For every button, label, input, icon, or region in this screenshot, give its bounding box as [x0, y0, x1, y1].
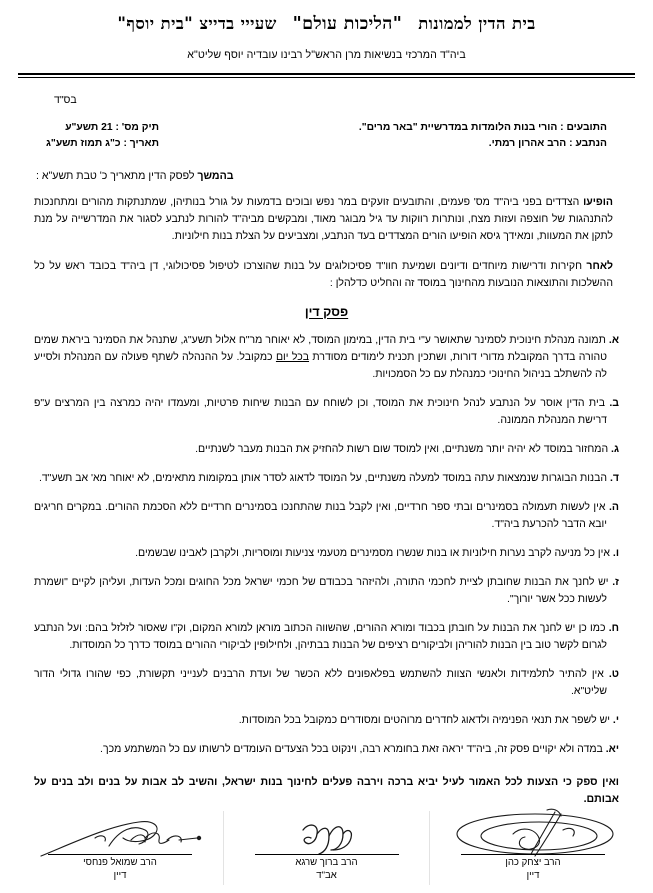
clause-item — [34, 666, 619, 700]
clause-marker: ב. — [609, 396, 619, 409]
paragraph-text: הצדדים בפני ביה"ד מס' פעמים, והתובעים זועקים במר נפש ובוכים בדמעות על גורל בנותיהן, שמתנתקות מהורים ומתחנכות להתנהגות של חוצפה ועזות מצח, ונותרות רווקות עד גיל מבוגר מאוד, ומבקשים מביה"ד להורות לנתבע לסגור את המדרשייה על מנת לתקן את המעוות, ומאידך גיסא הופיעו הורים המצדדים בעד הנתבע, ומצביעים על הצלת בנות חילוניות. — [34, 195, 613, 242]
intro-line — [36, 170, 617, 182]
clause-text-pre: כמו כן יש לחנך את הבנות על חובתן בכבוד ומורא ההורים, שהשווה הכתוב מוראן למורא המקום, וק"ו שאסור לזלזל בהם: ועל הנתבע לגרום לקשר טוב בין הבנות להוריהן ולביקורים רציפים של הבנות בבתיהן, ולחילופין לביקורי ההורים במוסד כדרך כל המוסדות. — [34, 621, 609, 651]
meta-parties — [359, 120, 617, 152]
plaintiffs-label: התובעים : — [560, 121, 607, 133]
meta-case-info — [36, 120, 159, 152]
clause-text-pre: אין לעשות תעמולה בסמינרים ובתי ספר חרדיים, ואין לקבל בנות שהתחנכו בסמינרים חרדיים ללא הסכמת ההורים. במקרים חריגים יובא הדבר להכרעת ביה"ד. — [34, 500, 609, 530]
clause-text-pre: אין כל מניעה לקרב נערות חילוניות או בנות שנשרו מסמינרים מטעמי צניעות ומוסריות, ולקרבן לאבינו שבשמים. — [135, 546, 613, 559]
masthead — [0, 0, 653, 61]
masthead-title — [34, 14, 619, 36]
clause-text-post: כמקובל. על ההנהלה לשתף פעולה עם המנהלת ולסייע לה להשתלב בניהול החינוכי כמנהלת עם כל הסמכויות. — [34, 350, 607, 380]
clause-text-pre: יש לשפר את תנאי הפנימיה ולדאוג לחדרים מרוהטים ומסודרים כמקובל בכל המוסדות. — [238, 713, 613, 726]
case-number-label: תיק מס' : — [115, 121, 159, 133]
clause-list — [34, 332, 619, 758]
signature-divider — [429, 811, 430, 885]
signature-block — [34, 811, 619, 885]
masthead-title-right: בית הדין לממונות — [418, 14, 536, 33]
masthead-title-left: שעייי בדייצ "בית יוסף" — [117, 14, 277, 33]
clause-item — [34, 712, 619, 729]
clause-marker: יא. — [605, 742, 619, 755]
paragraph-leachar — [34, 258, 619, 292]
clause-marker: ז. — [612, 575, 619, 588]
bsd-label: בס"ד — [54, 93, 77, 106]
signature-name: הרב יצחק כהן — [505, 857, 561, 869]
page-title — [34, 305, 619, 319]
paragraph-lead: הופיעו — [583, 195, 613, 208]
defendant-label: הנתבע : — [569, 137, 607, 149]
paragraph-lead: לאחר — [586, 259, 613, 272]
signature-mark — [447, 816, 619, 854]
clause-item — [34, 470, 619, 487]
clause-marker: ד. — [609, 471, 619, 484]
signature-divider — [223, 811, 224, 885]
clause-marker: ה. — [608, 500, 619, 513]
clause-marker: ט. — [608, 667, 619, 680]
clause-text-pre: בית הדין אוסר על הנתבע לנהל חינוכית את המוסד, וכן לשוחח עם הבנות שיחות פרטיות, ומעמדו יהיה כמרצה בין המרצים ע"פ דרישת המנהלת הממונה. — [34, 396, 610, 426]
closing-paragraph: ואין ספק כי הצעות לכל האמור לעיל יביא ברכה וירבה פעלים לחינוך בנות ישראל, והשיב לב אבות על בנים ולב בנים על אבותם. — [34, 775, 619, 805]
signature-avbd-sharga — [241, 816, 413, 885]
clause-marker: א. — [608, 333, 619, 346]
document-body — [34, 194, 619, 808]
signature-role: דיין — [526, 870, 540, 882]
clause-marker: י. — [612, 713, 619, 726]
clause-marker: ח. — [608, 621, 619, 634]
clause-item — [34, 499, 619, 533]
clause-text-pre: הבנות הבוגרות שנמצאות עתה במוסד למעלה משנתיים, על המוסד לדאוג לסדר אותן במקומות מתאימים, לא יאוחר מא' אב תשע"ד. — [39, 471, 610, 484]
masthead-subtitle: ביה"ד המרכזי בנשיאות מרן הראש"ל רבינו עובדיה יוסף שליט"א — [187, 48, 466, 61]
clause-item — [34, 395, 619, 429]
plaintiffs-line — [359, 120, 607, 136]
plaintiffs-value: הורי בנות הלומדות במדרשיית "באר מרים". — [358, 121, 558, 133]
signature-role: דיין — [113, 870, 127, 882]
case-number-line — [46, 120, 159, 136]
signature-rule — [48, 854, 192, 855]
date-line — [46, 136, 159, 152]
psak-heading-text: פסק דין — [304, 304, 349, 319]
clause-item — [34, 441, 619, 458]
defendant-line — [359, 136, 607, 152]
clause-item — [34, 741, 619, 758]
signature-mark — [241, 816, 413, 854]
masthead-title-mid: "הליכות עולם" — [292, 14, 403, 34]
clause-item — [34, 332, 619, 383]
clause-marker: ג. — [611, 442, 619, 455]
clause-text-pre: במדה ולא יקויים פסק זה, ביה"ד יראה זאת בחומרא רבה, וינקוט בכל הצעדים העומדים לרשותו עם כל המשתמע מכך. — [100, 742, 606, 755]
meta-block — [36, 94, 617, 152]
clause-text-pre: המחזור במוסד לא יהיה יותר משנתיים, ואין למוסד שום רשות להחזיק את הבנות מעבר לשנתיים. — [195, 442, 612, 455]
date-label: תאריך : — [123, 137, 159, 149]
clause-item — [34, 620, 619, 654]
signature-dayan-pinchasi — [34, 816, 206, 885]
paragraph-hofiu — [34, 194, 619, 245]
signature-rule — [255, 854, 399, 855]
clause-text-underlined: בכל יום — [275, 350, 310, 363]
clause-item — [34, 574, 619, 608]
intro-rest: לפסק הדין מתאריך כ' טבת תשע"א : — [36, 169, 198, 182]
clause-text-pre: יש לחנך את הבנות שחובתן לציית לחכמי התורה, ולהיזהר בכבודם של חכמי ישראל מכל החוגים ומכל העדות, ועליהן לקיים "ושמרת לעשות ככל אשר יורוך". — [34, 575, 613, 605]
signature-name: הרב ברוך שרגא — [295, 857, 358, 869]
clause-text-pre: תמונה מנהלת חינוכית לסמינר שתאושר ע"י בית הדין, במימון המוסד, לא יאוחר מר"ח אלול תשע"ג, שתנהל את הסמינר ביראת שמים טהורה בדרך המקובלת מדורי דורות, ושתכין תכנית לימודים מסודרת — [34, 333, 609, 363]
meta-row — [36, 120, 617, 152]
signature-dayan-cohen — [447, 816, 619, 885]
date-value: כ"ג תמוז תשע"ג — [46, 137, 121, 149]
signature-name: הרב שמואל פנחסי — [83, 857, 157, 869]
case-number-value: 21 תשע"ע — [65, 121, 113, 133]
defendant-value: הרב אהרון רמתי. — [488, 137, 567, 149]
signature-mark — [34, 816, 206, 854]
paragraph-text: חקירות ודרישות מיוחדים ודיונים ושמיעת חוו"ד פסיכולוגים על בנות שהוצרכו לטיפול פסיכולוגי, דן ביה"ד בכובד ראש על כל ההשלכות והתוצאות הנובעות מהחינוך במוסד זה והחליט כדלהלן : — [34, 259, 613, 289]
clause-marker: ו. — [612, 546, 619, 559]
intro-lead: בהמשך — [197, 169, 234, 182]
clause-text-pre: אין להתיר לתלמידות ולאנשי הצוות להשתמש בפלאפונים ללא הכשר של ועדת הרבנים לענייני תקשורת, כפי שהורו גדולי הדור שליט"א. — [34, 667, 609, 697]
header-divider — [18, 73, 635, 78]
signature-role: אב"ד — [316, 870, 337, 882]
signature-rule — [461, 854, 605, 855]
clause-item — [34, 545, 619, 562]
